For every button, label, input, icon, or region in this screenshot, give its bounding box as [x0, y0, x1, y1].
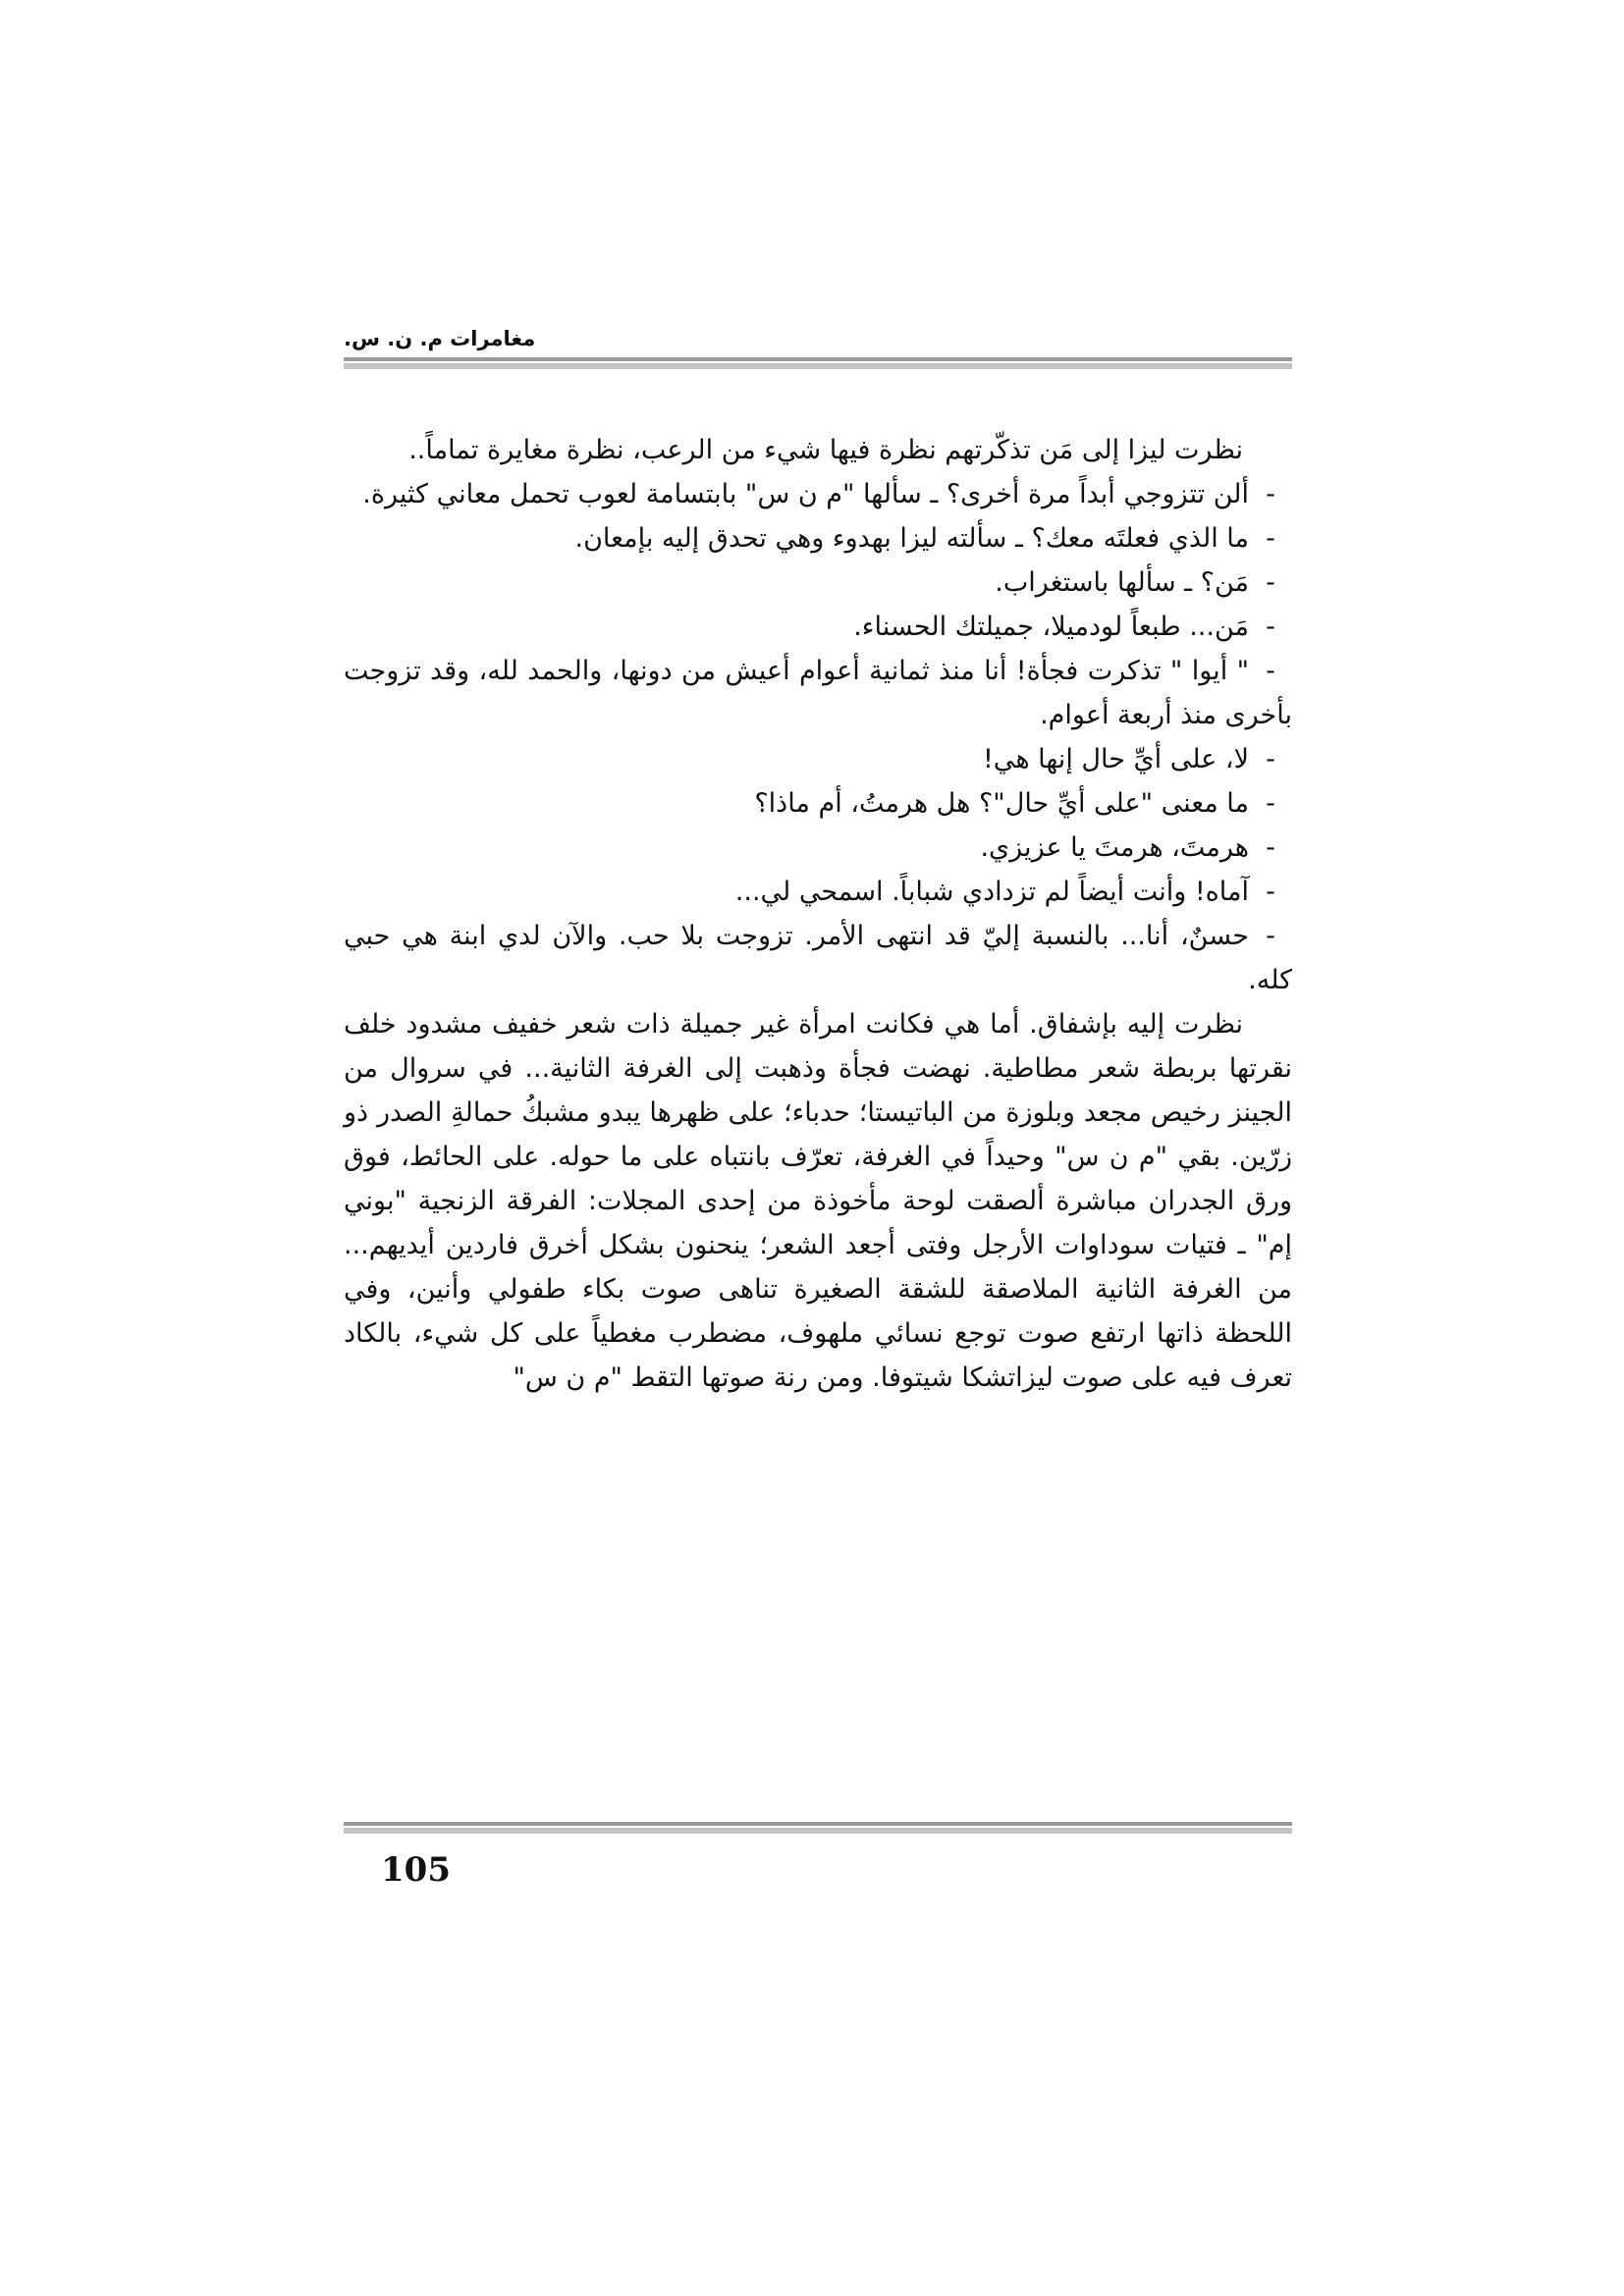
dialogue-line: -آماه! وأنت أيضاً لم تزدادي شباباً. اسمحي لي...	[344, 870, 1292, 914]
dialogue-dash: -	[1266, 612, 1275, 642]
dialogue-line: -هرمتَ، هرمتَ يا عزيزي.	[344, 826, 1292, 870]
dialogue-dash: -	[1266, 567, 1275, 598]
header-rule	[344, 357, 1292, 369]
dialogue-dash: -	[1266, 479, 1275, 509]
dialogue-line: -لا، على أيِّ حال إنها هي!	[344, 737, 1292, 781]
body-text	[344, 428, 1292, 1400]
footer-rule	[344, 1822, 1292, 1834]
dialogue-line: -حسنٌ، أنا... بالنسبة إليّ قد انتهى الأمر. تزوجت بلا حب. والآن لدي ابنة هي حبي كله.	[344, 914, 1292, 1002]
dialogue-dash: -	[1266, 877, 1275, 907]
dialogue-line: -مَن؟ ـ سألها باستغراب.	[344, 561, 1292, 605]
dialogue-dash: -	[1266, 921, 1275, 951]
page-number: 105	[381, 1850, 451, 1890]
dialogue-dash: -	[1266, 788, 1275, 819]
dialogue-line: -مَن... طبعاً لودميلا، جميلتك الحسناء.	[344, 605, 1292, 649]
dialogue-line: -ما معنى "على أيِّ حال"؟ هل هرمتُ، أم ماذا؟	[344, 781, 1292, 826]
dialogue-dash: -	[1266, 744, 1275, 774]
paragraph: نظرت ليزا إلى مَن تذكّرتهم نظرة فيها شيء من الرعب، نظرة مغايرة تماماً..	[408, 435, 1243, 465]
dialogue-line: -ما الذي فعلتَه معك؟ ـ سألته ليزا بهدوء وهي تحدق إليه بإمعان.	[344, 516, 1292, 561]
dialogue-line: -ألن تتزوجي أبداً مرة أخرى؟ ـ سألها "م ن س" بابتسامة لعوب تحمل معاني كثيرة.	[344, 472, 1292, 516]
running-header-title: مغامرات م. ن. س.	[344, 327, 536, 350]
paragraph: نظرت إليه بإشفاق. أما هي فكانت امرأة غير جميلة ذات شعر خفيف مشدود خلف نقرتها بربطة شعر مطاطية. نهضت فجأة وذهبت إلى الغرفة الثانية... في سروال من الجينز رخيص مجعد وبلوزة من الباتيستا؛ حدباء؛ على ظهرها يبدو مشبكُ حمالةِ الصدر ذو زرّين. بقي "م ن س" وحيداً في الغرفة، تعرّف بانتباه على ما حوله. على الحائط، فوق ورق الجدران مباشرة ألصقت لوحة مأخوذة من إحدى المجلات: الفرقة الزنجية "بوني إم" ـ فتيات سوداوات الأرجل وفتى أجعد الشعر؛ ينحنون بشكل أخرق فاردين أيديهم... من الغرفة الثانية الملاصقة للشقة الصغيرة تناهى صوت بكاء طفولي وأنين، وفي اللحظة ذاتها ارتفع صوت توجع نسائي ملهوف، مضطرب مغطياً على كل شيء، بالكاد تعرف فيه على صوت ليزاتشكا شيتوفا. ومن رنة صوتها التقط "م ن س"	[344, 1009, 1292, 1393]
dialogue-dash: -	[1266, 523, 1275, 554]
dialogue-line: -" أيوا " تذكرت فجأة! أنا منذ ثمانية أعوام أعيش من دونها، والحمد لله، وقد تزوجت بأخرى منذ أربعة أعوام.	[344, 649, 1292, 737]
dialogue-dash: -	[1266, 656, 1275, 686]
dialogue-dash: -	[1266, 832, 1275, 863]
